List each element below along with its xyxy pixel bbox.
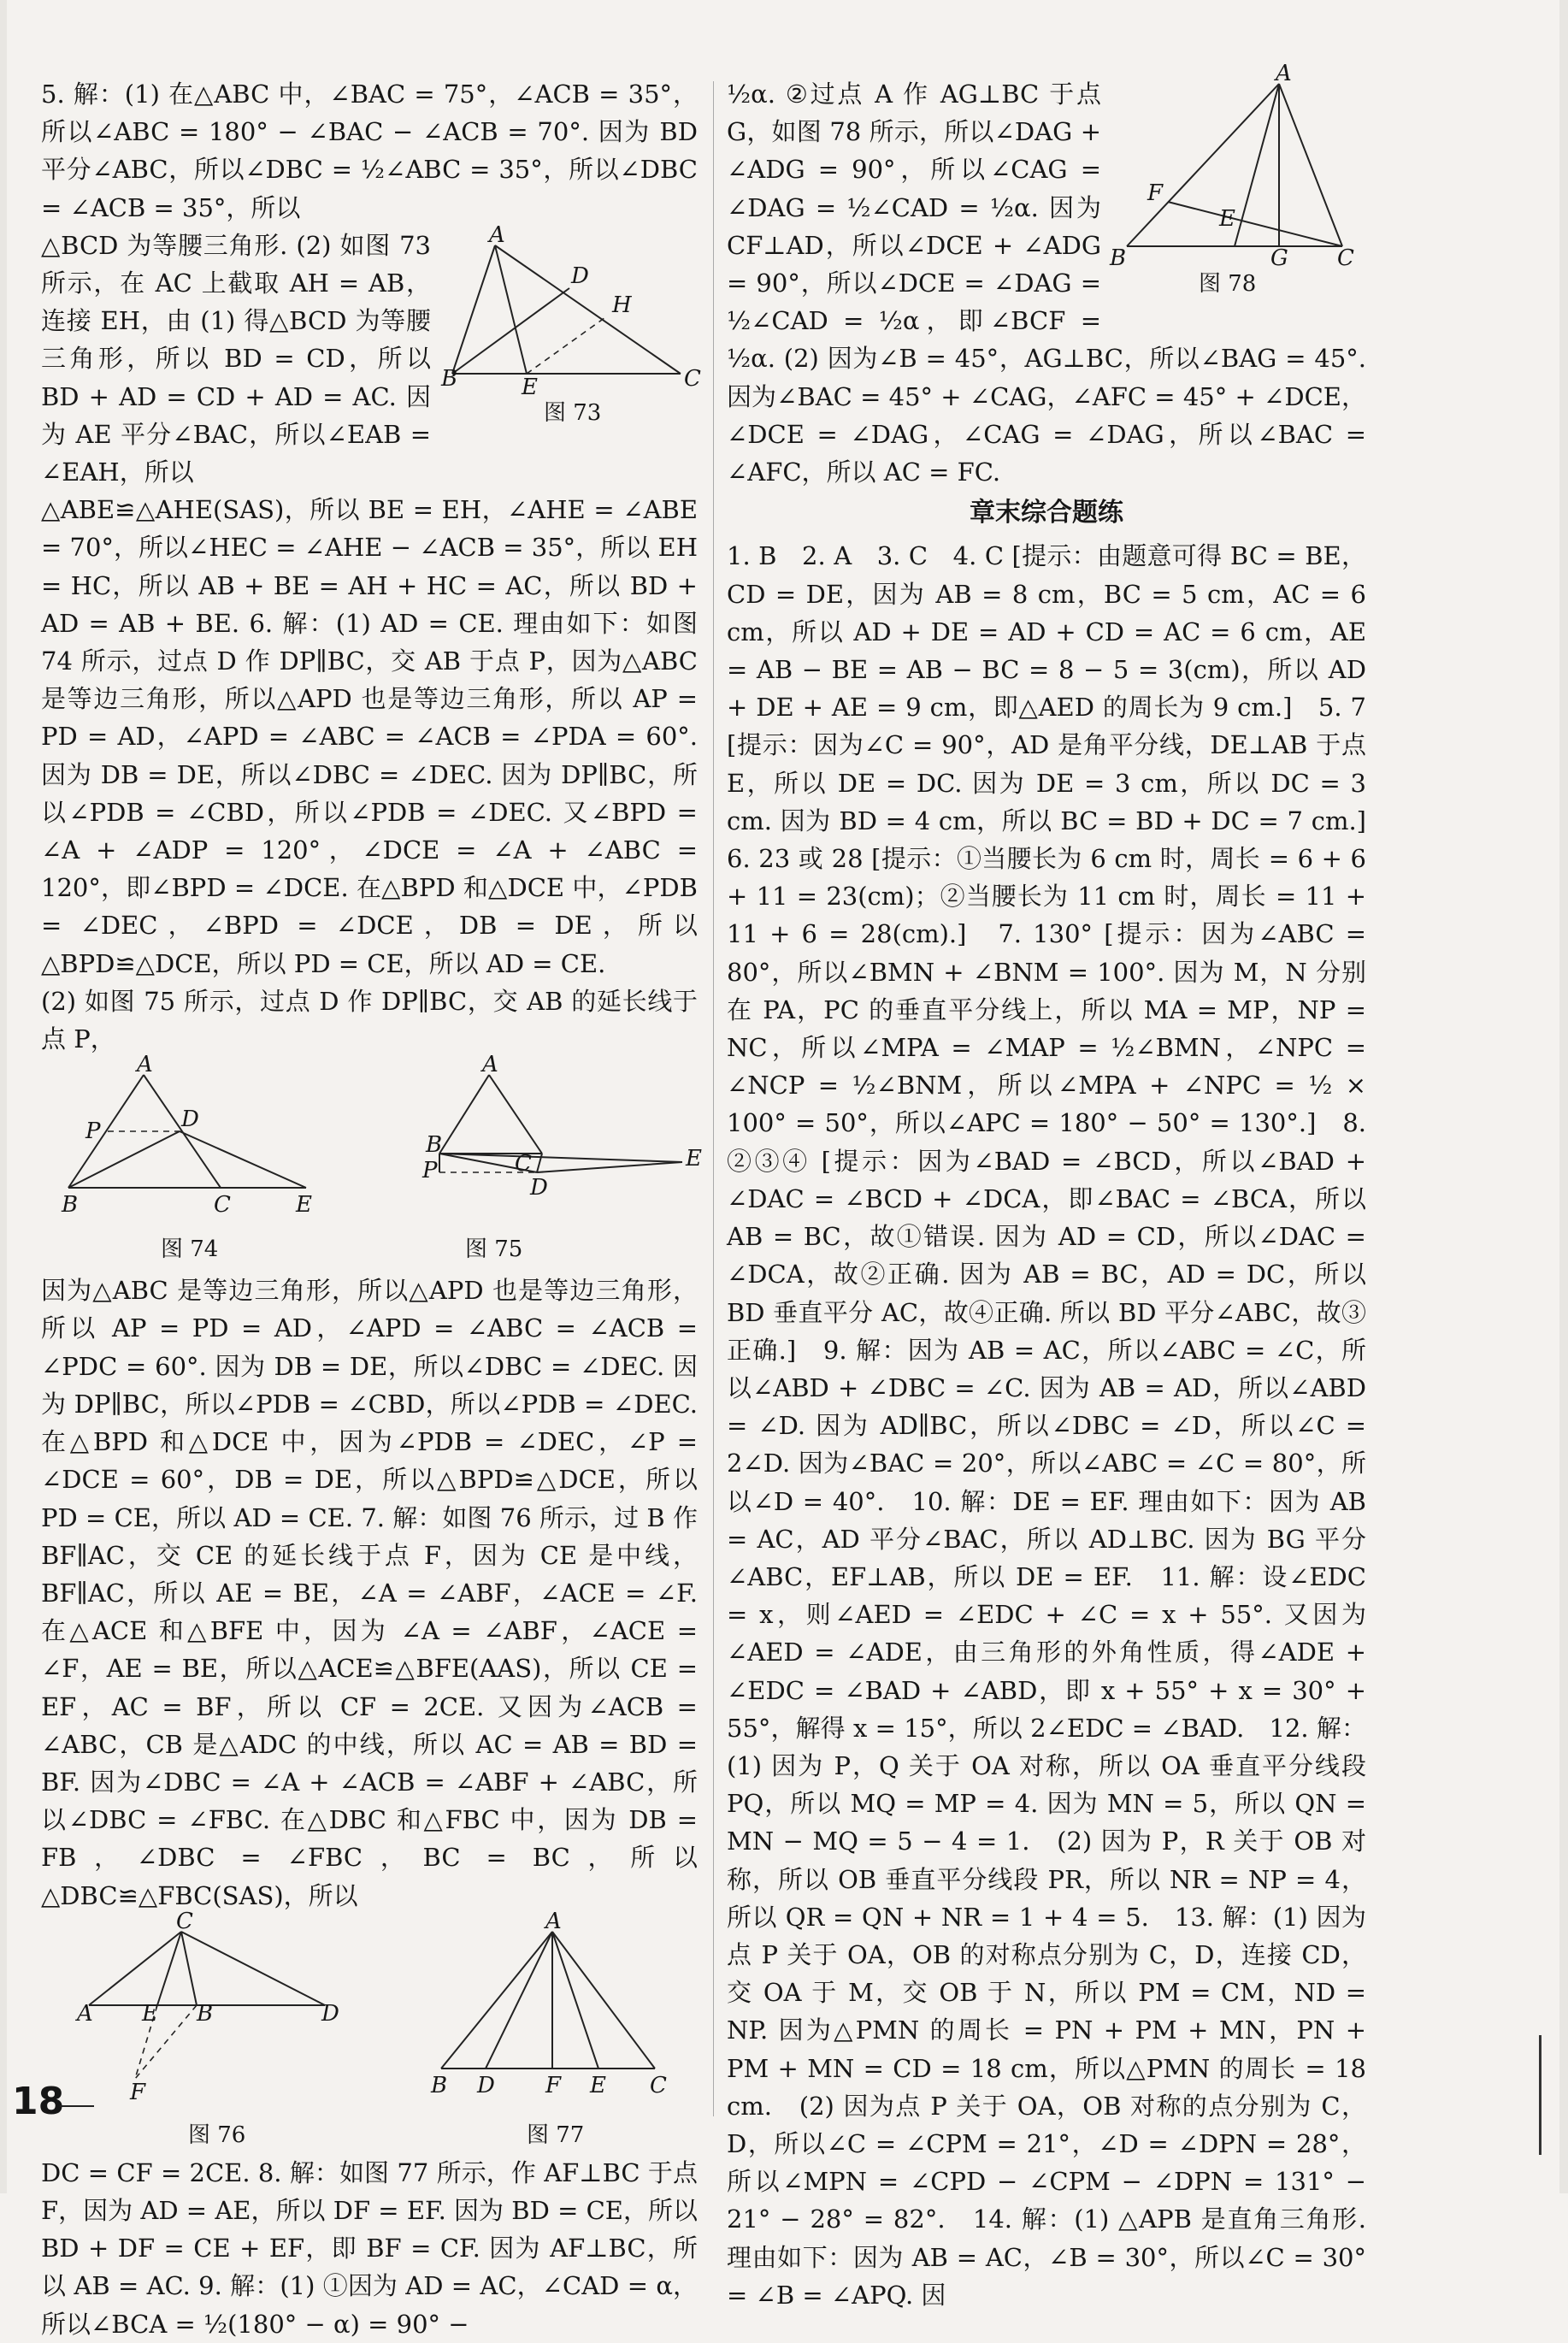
fig73-caption: 图 73 [544, 399, 602, 426]
fig76-label-E: E [142, 2000, 158, 2027]
page-edge-left [0, 0, 7, 2193]
fig76-label-D: D [321, 2000, 339, 2027]
chapter-review-answers: 1. B 2. A 3. C 4. C [提示：由题意可得 BC = BE，CD = DE，因为 AB = 8 cm，BC = 5 cm，AC = 6 cm，所以 AD + DE = AD + CD = AC = 6 cm，AE = AB − BE = AB − BC = 8 − 5 = 3(cm)，所以 AD + DE + AE = 9 cm，即△AED 的周长为 9 cm.] 5. 7 [提示：因为∠C = 90°，AD 是角平分线，DE⊥AB 于点 E，所以 DE = DC. 因为 DE = 3 cm，所以 DC = 3 cm. 因为 BD = 4 cm，所以 BC = BD + DC = 7 cm.] 6. 23 或 28 [提示：①当腰长为 6 cm 时，周长 = 6 + 6 + 11 = 23(cm)；②当腰长为 11 cm 时，周长 = 11 + 11 + 6 = 28(cm).] 7. 130° [提示：因为∠ABC = 80°，所以∠BMN + ∠BNM = 100°. 因为 M，N 分别在 PA，PC 的垂直平分线上，所以 MA = MP，NP = NC，所以∠MPA = ∠MAP = ½∠BMN，∠NPC = ∠NCP = ½∠BNM，所以∠MPA + ∠NPC = ½ × 100° = 50°，所以∠APC = 180° − 50° = 130°.] 8. ②③④ [提示：因为∠BAD = ∠BCD，所以∠BAD + ∠DAC = ∠BCD + ∠DCA，即∠BAC = ∠BCA，所以 AB = BC，故①错误. 因为 AD = CD，所以∠DAC = ∠DCA，故②正确. 因为 AB = BC，AD = DC，所以 BD 垂直平分 AC，故④正确. 所以 BD 平分∠ABC，故③正确.] 9. 解：因为 AB = AC，所以∠ABC = ∠C，所以∠ABD + ∠DBC = ∠C. 因为 AB = AD，所以∠ABD = ∠D. 因为 AD∥BC，所以∠DBC = ∠D，所以∠C = 2∠D. 因为∠BAC = 20°，所以∠ABC = ∠C = 80°，所以∠D = 40°. 10. 解：DE = EF. 理由如下：因为 AB = AC，AD 平分∠BAC，所以 AD⊥BC. 因为 BG 平分∠ABC，EF⊥AB，所以 DE = EF. 11. 解：设∠EDC = x，则∠AED = ∠EDC + ∠C = x + 55°. 又因为∠AED = ∠ADE，由三角形的外角性质，得∠ADE + ∠EDC = ∠BAD + ∠ABD，即 x + 55° + x = 30° + 55°，解得 x = 15°，所以 2∠EDC = ∠BAD. 12. 解：(1) 因为 P，Q 关于 OA 对称，所以 OA 垂直平分线段 PQ，所以 MQ = MP = 4. 因为 MN = 5，所以 QN = MN − MQ = 5 − 4 = 1. (2) 因为 P，R 关于 OB 对称，所以 OB 垂直平分线段 PR，所以 NR = NP = 4，所以 QR = QN + NR = 1 + 4 = 5. 13. 解：(1) 因为点 P 关于 OA，OB 的对称点分别为 C，D，连接 CD，交 OA 于 M，交 OB 于 N，所以 PM = CM，ND = NP. 因为△PMN 的周长 = PN + PM + MN，PN + PM + MN = CD = 18 cm，所以△PMN 的周长 = 18 cm. (2) 因为点 P 关于 OA，OB 对称的点分别为 C，D，所以∠C = ∠CPM = 21°，∠D = ∠DPN = 28°，所以∠MPN = ∠CPD − ∠CPM − ∠DPN = 131° − 21° − 28° = 82°. 14. 解：(1) △APB 是直角三角形. 理由如下：因为 AB = AC，∠B = 30°，所以∠C = 30° = ∠B = ∠APQ. 因 [727, 541, 1392, 2310]
figures-76-77 [41, 1908, 698, 2154]
figure-77 [383, 1908, 691, 2154]
fig75-label-E: E [686, 1146, 702, 1172]
fig78-label-C: C [1337, 245, 1354, 271]
figure-73-block [41, 221, 701, 491]
section-title: 章末综合题练 [970, 498, 1123, 528]
fig76-label-C: C [176, 1908, 193, 1934]
answer-5-6: △ABE≌△AHE(SAS)，所以 BE = EH，∠AHE = ∠ABE = 70°，所以∠HEC = ∠AHE − ∠ACB = 35°，所以 EH = HC，所以 AB + BE = AH + HC = AC，所以 BD + AD = AB + BE. 6. 解：(1) AD = CE. 理由如下：如图 74 所示，过点 D 作 DP∥BC，交 AB 于点 P，因为△ABC 是等边三角形，所以△APD 也是等边三角形，所以 AP = PD = AD，∠APD = ∠ABC = ∠ACB = ∠PDA = 60°. 因为 DB = DE，所以∠DBC = ∠DEC. 因为 DP∥BC，所以∠PDB = ∠CBD，所以∠PDB = ∠DEC. 又∠BPD = ∠A + ∠ADP = 120°，∠DCE = ∠A + ∠ABC = 120°，即∠BPD = ∠DCE. 在△BPD 和△DCE 中，∠PDB = ∠DEC，∠BPD = ∠DCE，DB = DE，所以△BPD≌△DCE，所以 PD = CE，所以 AD = CE. [41, 495, 698, 978]
fig76-label-A: A [77, 2000, 93, 2027]
fig76-label-B: B [197, 2000, 214, 2027]
fig74-label-A: A [137, 1052, 153, 1078]
fig74-label-B: B [62, 1192, 79, 1219]
page-edge-right [1559, 0, 1568, 2193]
answer-9-continued: ½α. ②过点 A 作 AG⊥BC 于点 G，如图 78 所示，所以∠DAG + ∠ADG = 90°，所以∠CAG = ∠DAG = ½∠CAD = ½α. 因为 CF⊥AD，所以∠DCE + ∠ADG = 90°，所以∠DCE = ∠DAG = ½∠CAD = ½α，即∠BCF = ½α. (2) 因为∠B = 45°，AG⊥BC，所以∠BAG = 45°. 因为∠BAC = 45° + ∠CAG，∠AFC = 45° + ∠DCE，∠DCE = ∠DAG，∠CAG = ∠DAG，所以∠BAC = ∠AFC，所以 AC = FC. [727, 80, 1366, 487]
fig78-caption: 图 78 [1199, 271, 1257, 297]
fig77-label-E: E [590, 2072, 606, 2098]
fig77-caption: 图 77 [527, 2122, 585, 2148]
fig73-label-E: E [522, 374, 538, 400]
fig74-caption: 图 74 [161, 1236, 219, 1263]
answer-7-end-8-9: DC = CF = 2CE. 8. 解：如图 77 所示，作 AF⊥BC 于点 F，因为 AD = AE，所以 DF = EF. 因为 BD = CE，所以 BD + DF = CE + EF，即 BF = CF. 因为 AF⊥BC，所以 AB = AC. 9. 解：(1) ①因为 AD = AC，∠CAD = α，所以∠BCA = ½(180° − α) = 90° − [41, 2157, 698, 2339]
fig77-label-D: D [477, 2072, 495, 2098]
figure-76 [41, 1908, 349, 2154]
fig78-label-G: G [1270, 245, 1288, 271]
fig78-label-B: B [1110, 245, 1127, 271]
figure-75 [357, 1052, 702, 1272]
fig76-label-F: F [130, 2079, 146, 2105]
fig74-label-E: E [296, 1192, 312, 1219]
fig74-label-D: D [181, 1107, 199, 1133]
fig73-label-H: H [612, 292, 632, 318]
answer-6-part2-body-7: 因为△ABC 是等边三角形，所以△APD 也是等边三角形，所以 AP = PD = AD，∠APD = ∠ABC = ∠ACB = ∠PDC = 60°. 因为 DB = DE，所以∠DBC = ∠DEC. 因为 DP∥BC，所以∠PDB = ∠CBD，所以∠PDB = ∠DEC. 在△BPD 和△DCE 中，因为∠PDB = ∠DEC，∠P = ∠DCE = 60°，DB = DE，所以△BPD≌△DCE，所以 PD = CE，所以 AD = CE. 7. 解：如图 76 所示，过 B 作 BF∥AC，交 CE 的延长线于点 F，因为 CE 是中线，BF∥AC，所以 AE = BE，∠A = ∠ABF，∠ACE = ∠F. 在△ACE 和△BFE 中，因为 ∠A = ∠ABF，∠ACE = ∠F，AE = BE，所以△ACE≌△BFE(AAS)，所以 CE = EF，AC = BF，所以 CF = 2CE. 又因为∠ACB = ∠ABC，CB 是△ADC 的中线，所以 AC = AB = BD = BF. 因为∠DBC = ∠A + ∠ACB = ∠ABF + ∠ABC，所以∠DBC = ∠FBC. 在△DBC 和△FBC 中，因为 DB = FB，∠DBC = ∠FBC，BC = BC，所以△DBC≌△FBC(SAS)，所以 [41, 1276, 698, 1910]
figure-74 [41, 1052, 332, 1272]
fig73-label-D: D [571, 263, 589, 289]
fig77-label-B: B [431, 2072, 448, 2098]
left-column [41, 75, 702, 2343]
fig77-label-C: C [650, 2072, 667, 2098]
page-number-rule [60, 2105, 94, 2107]
fig78-label-E: E [1219, 206, 1235, 232]
figure-78 [1110, 61, 1366, 298]
fig75-label-B: B [426, 1132, 443, 1159]
fig78-label-A: A [1276, 61, 1292, 86]
fig75-label-D: D [530, 1175, 548, 1201]
fig73-BD [452, 288, 569, 374]
fig76-caption: 图 76 [188, 2122, 246, 2148]
fig77-label-A: A [545, 1908, 562, 1934]
fig78-label-F: F [1147, 180, 1164, 206]
answer-5-part2: △BCD 为等腰三角形. (2) 如图 73 所示，在 AC 上截取 AH = AB，连接 EH，由 (1) 得△BCD 为等腰三角形，所以 BD = CD，所以 BD + AD = CD + AD = AC. 因为 AE 平分∠BAC，所以∠EAB = ∠EAH，所以 [41, 230, 431, 487]
answer-5-part1: 5. 解：(1) 在△ABC 中，∠BAC = 75°，∠ACB = 35°，所以∠ABC = 180° − ∠BAC − ∠ACB = 70°. 因为 BD 平分∠ABC，所以∠DBC = ½∠ABC = 35°，所以∠DBC = ∠ACB = 35°，所以 [41, 80, 698, 222]
figure-73 [441, 221, 701, 426]
fig73-label-B: B [441, 365, 458, 392]
fig77-label-F: F [545, 2072, 562, 2098]
right-column [727, 61, 1392, 2314]
fig75-caption: 图 75 [465, 1236, 523, 1263]
answer-6-part2-intro: (2) 如图 75 所示，过点 D 作 DP∥BC，交 AB 的延长线于点 P， [41, 986, 698, 1054]
fig74-label-C: C [214, 1192, 231, 1219]
column-divider [713, 81, 714, 2116]
binding-mark [1539, 2035, 1541, 2155]
fig74-label-P: P [85, 1118, 101, 1145]
fig73-AB [452, 245, 495, 374]
fig75-label-A: A [482, 1052, 498, 1078]
fig73-label-A: A [489, 221, 505, 248]
fig73-label-C: C [684, 365, 701, 392]
page-number: 18 [12, 2080, 65, 2123]
fig75-label-C: C [515, 1151, 532, 1177]
fig75-label-P: P [422, 1158, 438, 1184]
fig73-EH [527, 316, 608, 374]
figures-74-75 [41, 1052, 702, 1272]
